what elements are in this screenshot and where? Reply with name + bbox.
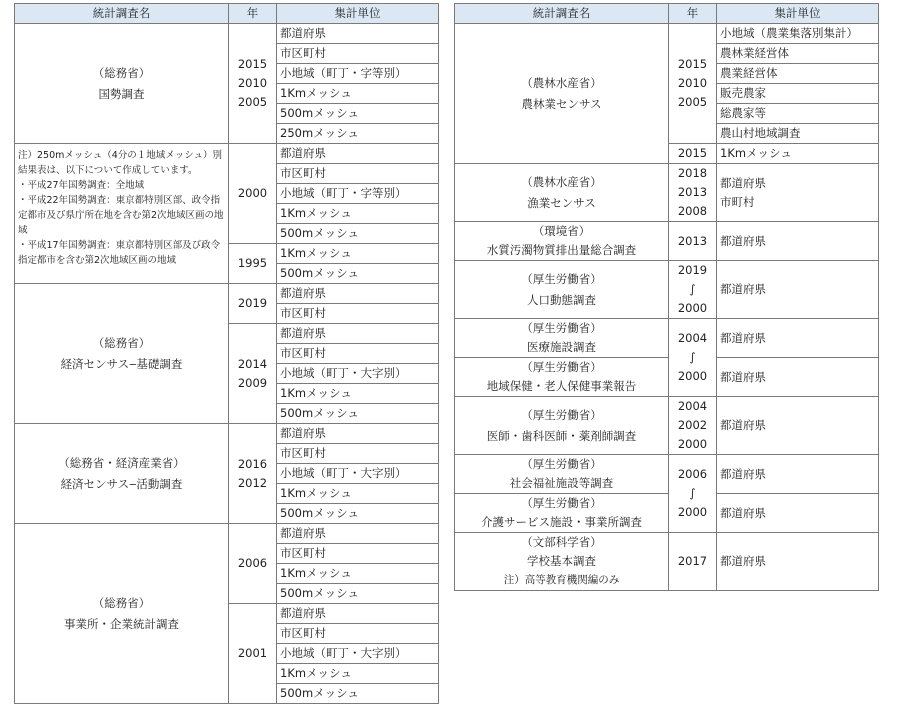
year-cell: 2015 [669, 144, 717, 164]
unit-cell: 1Kmメッシュ [277, 484, 439, 504]
survey-ministry: （文部科学省） [521, 535, 602, 549]
welfare-name-cell [455, 455, 669, 494]
survey-ministry: （農林水産省） [521, 75, 602, 90]
year: 2005 [677, 95, 708, 109]
unit-cell: 1Kmメッシュ [277, 204, 439, 224]
survey-ministry: （環境省） [532, 224, 591, 238]
sub-unit-cell: 総農家等 [717, 104, 879, 124]
unit-cell: 1Kmメッシュ [717, 144, 879, 164]
unit-cell: 小地域（農業集落別集計） [717, 24, 879, 44]
year: 2018 [677, 166, 708, 180]
survey-ministry: （厚生労働省） [521, 360, 602, 374]
unit-cell: 都道府県 [717, 319, 879, 358]
range-mark: ∫ [689, 350, 696, 364]
header-unit: 集計単位 [717, 4, 879, 24]
year-cell [229, 24, 277, 144]
year-cell: 2019 [229, 284, 277, 324]
note-line: ・平成17年国勢調査：東京都特別区部及び政令指定都市を含む第2次地域区画の地域 [18, 240, 221, 266]
unit-cell: 市区町村 [277, 444, 439, 464]
survey-name: 国勢調査 [98, 86, 145, 101]
unit-cell: 市区町村 [277, 44, 439, 64]
school-name-cell [455, 533, 669, 591]
range-mark: ∫ [689, 282, 696, 296]
unit-cell: 小地域（町丁・大字別） [277, 364, 439, 384]
unit-cell: 都道府県 [717, 494, 879, 533]
survey-name: 水質汚濁物質排出量総合調査 [486, 243, 637, 257]
year-range-cell [669, 261, 717, 319]
unit-cell: 500mメッシュ [277, 224, 439, 244]
year: 2000 [677, 437, 708, 451]
unit-cell: 500mメッシュ [277, 104, 439, 124]
survey-name: 学校基本調査 [527, 554, 596, 568]
year: 2016 [237, 456, 268, 471]
year: 2006 [677, 467, 708, 481]
year: 2004 [677, 331, 708, 345]
survey-ministry: （総務省） [92, 65, 151, 80]
year: 2013 [677, 185, 708, 199]
year-cell: 2000 [229, 144, 277, 244]
header-year: 年 [669, 4, 717, 24]
year: 2004 [677, 399, 708, 413]
year: 2015 [237, 57, 268, 71]
note-line: 注）250mメッシュ（4分の１地域メッシュ）別結果表は、以下について作成しています。 [18, 150, 223, 176]
year: 2000 [677, 369, 708, 383]
unit-cell: 1Kmメッシュ [277, 84, 439, 104]
econ-act-name-cell [15, 424, 229, 524]
left-statistics-table [14, 3, 439, 704]
right-statistics-table [454, 3, 879, 591]
survey-ministry: （厚生労働省） [521, 496, 602, 510]
year: 2014 [237, 356, 268, 371]
unit-cell: 都道府県 [717, 397, 879, 455]
census-note [15, 144, 229, 284]
year-cell: 2013 [669, 222, 717, 261]
unit-cell: 都道府県 [717, 533, 879, 591]
health-name-cell [455, 358, 669, 397]
fishery-name-cell [455, 164, 669, 222]
sub-unit-cell: 農業経営体 [717, 64, 879, 84]
unit-cell: 都道府県 [717, 358, 879, 397]
survey-ministry: （総務省） [92, 595, 151, 610]
unit-cell: 市区町村 [277, 544, 439, 564]
unit-cell: 都道府県 [277, 424, 439, 444]
unit-cell: 都道府県 [277, 604, 439, 624]
unit-cell: 市区町村 [277, 164, 439, 184]
care-name-cell [455, 494, 669, 533]
survey-name: 事業所・企業統計調査 [64, 616, 179, 631]
survey-name: 人口動態調査 [527, 292, 596, 307]
year-cell: 1995 [229, 244, 277, 284]
unit-cell: 都道府県 [277, 144, 439, 164]
year-cell [669, 164, 717, 222]
year: 2019 [677, 263, 708, 277]
survey-name: 経済センサス‒基礎調査 [60, 356, 183, 371]
year: 2000 [677, 301, 708, 315]
unit: 市町村 [720, 194, 755, 209]
unit-cell: 都道府県 [277, 24, 439, 44]
survey-ministry: （農林水産省） [521, 174, 602, 189]
unit: 都道府県 [720, 175, 766, 190]
unit-cell: 500mメッシュ [277, 684, 439, 704]
unit-cell: 小地域（町丁・大字別） [277, 464, 439, 484]
header-survey-name: 統計調査名 [455, 4, 669, 24]
survey-ministry: （厚生労働省） [521, 321, 602, 335]
year-cell: 2017 [669, 533, 717, 591]
unit-cell: 小地域（町丁・字等別） [277, 64, 439, 84]
unit-cell: 都道府県 [277, 324, 439, 344]
sub-unit-cell: 農林業経営体 [717, 44, 879, 64]
year: 2009 [237, 375, 268, 390]
year-cell [669, 24, 717, 144]
medical-name-cell [455, 319, 669, 358]
survey-name: 経済センサス‒活動調査 [60, 476, 183, 491]
year-cell: 2001 [229, 604, 277, 704]
survey-ministry: （厚生労働省） [521, 271, 602, 286]
survey-name: 地域保健・老人保健事業報告 [486, 379, 637, 393]
range-mark: ∫ [689, 486, 696, 500]
year-cell [229, 424, 277, 524]
year: 2000 [677, 505, 708, 519]
unit-cell: 市区町村 [277, 624, 439, 644]
unit-cell: 市区町村 [277, 344, 439, 364]
year: 2010 [677, 76, 708, 90]
header-year: 年 [229, 4, 277, 24]
year: 2008 [677, 204, 708, 218]
unit-cell: 都道府県 [277, 284, 439, 304]
sub-unit-cell: 農山村地域調査 [717, 124, 879, 144]
year-cell [229, 324, 277, 424]
year: 2010 [237, 76, 268, 90]
unit-cell: 都道府県 [717, 455, 879, 494]
unit-cell: 500mメッシュ [277, 404, 439, 424]
header-unit: 集計単位 [277, 4, 439, 24]
water-name-cell [455, 222, 669, 261]
unit-cell: 都道府県 [717, 222, 879, 261]
unit-cell: 500mメッシュ [277, 584, 439, 604]
year: 2005 [237, 95, 268, 109]
census-name-cell [15, 24, 229, 144]
unit-cell: 小地域（町丁・大字別） [277, 644, 439, 664]
unit-cell: 1Kmメッシュ [277, 664, 439, 684]
header-survey-name: 統計調査名 [15, 4, 229, 24]
unit-cell [717, 164, 879, 222]
note-line: ・平成22年国勢調査：東京都特別区部、政令指定都市及び県庁所在地を含む第2次地域区画の地域 [18, 195, 224, 236]
unit-cell: 1Kmメッシュ [277, 564, 439, 584]
survey-ministry: （厚生労働省） [521, 407, 602, 422]
survey-name: 社会福祉施設等調査 [509, 476, 614, 490]
unit-cell: 小地域（町丁・字等別） [277, 184, 439, 204]
survey-note: 注）高等教育機関編のみ [503, 574, 620, 586]
year: 2012 [237, 475, 268, 490]
econ-base-name-cell [15, 284, 229, 424]
unit-cell: 都道府県 [277, 524, 439, 544]
year: 2015 [677, 57, 708, 71]
year-cell: 2006 [229, 524, 277, 604]
unit-cell: 1Kmメッシュ [277, 384, 439, 404]
year-range-cell [669, 455, 717, 533]
estab-name-cell [15, 524, 229, 704]
survey-name: 漁業センサス [527, 195, 596, 210]
note-line: ・平成27年国勢調査：全地域 [18, 180, 145, 191]
survey-name: 介護サービス施設・事業所調査 [481, 515, 642, 529]
unit-cell: 500mメッシュ [277, 264, 439, 284]
agri-name-cell [455, 24, 669, 164]
doctors-name-cell [455, 397, 669, 455]
unit-cell: 市区町村 [277, 304, 439, 324]
survey-ministry: （総務省・経済産業省） [58, 455, 185, 470]
year: 2002 [677, 418, 708, 432]
unit-cell: 250mメッシュ [277, 124, 439, 144]
survey-name: 農林業センサス [521, 96, 602, 111]
unit-cell: 1Kmメッシュ [277, 244, 439, 264]
survey-name: 医師・歯科医師・薬剤師調査 [486, 428, 637, 443]
survey-name: 医療施設調査 [527, 340, 596, 354]
vital-name-cell [455, 261, 669, 319]
unit-cell: 500mメッシュ [277, 504, 439, 524]
year-cell [669, 397, 717, 455]
unit-cell: 都道府県 [717, 261, 879, 319]
survey-ministry: （総務省） [92, 335, 151, 350]
sub-unit-cell: 販売農家 [717, 84, 879, 104]
year-range-cell [669, 319, 717, 397]
survey-ministry: （厚生労働省） [521, 457, 602, 471]
